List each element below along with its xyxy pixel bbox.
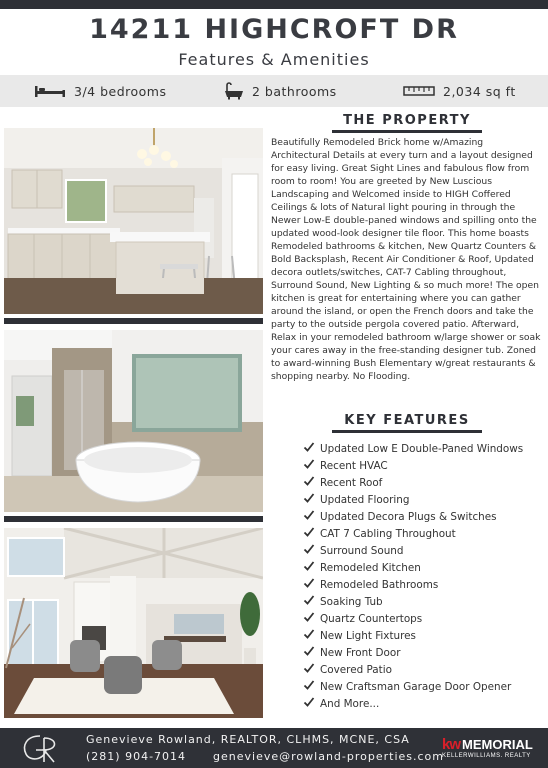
checkmark-icon (303, 492, 317, 507)
kitchen-photo (4, 128, 263, 314)
bathrooms-label: 2 bathrooms (252, 83, 337, 99)
checkmark-icon (303, 662, 317, 677)
feature-item (303, 610, 543, 627)
feature-label: New Craftsman Garage Door Opener (320, 680, 512, 693)
bathtub-icon (224, 82, 244, 100)
feature-label: Quartz Countertops (320, 612, 423, 625)
address-title: 14211 HIGHCROFT DR (89, 14, 459, 45)
feature-label: Recent HVAC (320, 459, 388, 472)
bedrooms-label: 3/4 bedrooms (74, 83, 167, 99)
feature-label: Remodeled Bathrooms (320, 578, 439, 591)
checkmark-icon (303, 526, 317, 541)
agent-contact (86, 750, 444, 763)
feature-item (303, 440, 543, 457)
checkmark-icon (303, 441, 317, 456)
feature-label: Updated Low E Double-Paned Windows (320, 442, 524, 455)
key-features-heading: KEY FEATURES (344, 413, 470, 428)
feature-item (303, 678, 543, 695)
feature-item (303, 576, 543, 593)
feature-item (303, 457, 543, 474)
feature-item (303, 661, 543, 678)
feature-item (303, 695, 543, 712)
feature-label: New Light Fixtures (320, 629, 416, 642)
feature-item (303, 559, 543, 576)
page-subtitle: Features & Amenities (178, 50, 370, 69)
living-room-photo (4, 528, 263, 718)
feature-item (303, 491, 543, 508)
bathroom-photo (4, 330, 263, 512)
brokerage-logo (442, 736, 533, 753)
feature-label: And More... (320, 697, 380, 710)
key-features-list (303, 440, 543, 712)
checkmark-icon (303, 458, 317, 473)
bed-icon (34, 84, 66, 98)
feature-label: Surround Sound (320, 544, 404, 557)
feature-item (303, 593, 543, 610)
stat-bedrooms (34, 75, 167, 107)
stat-sqft (403, 75, 516, 107)
agent-name: Genevieve Rowland, REALTOR, CLHMS, MCNE, CSA (86, 733, 410, 746)
ruler-icon (403, 85, 435, 97)
photo-divider (4, 516, 263, 522)
key-features-heading-rule (332, 430, 482, 433)
feature-label: Updated Decora Plugs & Switches (320, 510, 497, 523)
property-heading: THE PROPERTY (343, 113, 471, 128)
feature-item (303, 627, 543, 644)
feature-item (303, 542, 543, 559)
top-strip (0, 0, 548, 9)
checkmark-icon (303, 611, 317, 626)
brokerage-subtitle: KELLERWILLIAMS. REALTY (442, 753, 531, 759)
agent-monogram-logo (18, 732, 62, 764)
checkmark-icon (303, 509, 317, 524)
checkmark-icon (303, 577, 317, 592)
feature-label: Updated Flooring (320, 493, 410, 506)
footer-bar (0, 728, 548, 768)
stat-bathrooms (224, 75, 337, 107)
feature-label: Remodeled Kitchen (320, 561, 421, 574)
feature-label: Recent Roof (320, 476, 383, 489)
property-description: Beautifully Remodeled Brick home w/Amazing Architectural Details at every turn and a layout designed for easy living. Great Sight Lines and fabulous flow from room to room! You are greeted by New Luscious Landscaping and Welcomed inside to HIGH Coffered Ceilings & lots of Natural light pouring in through the Newer Low-E double-paned windows and spilling onto the updated wood-look designer tile floor. This home boasts Remodeled bathrooms & kitchen, New Quartz Counters & Bold Backsplash, Recent Air Conditioner & Roof, Updated decora outlets/switches, CAT-7 Cabling throughout, Surround Sound, New Lighting & so much more! The open kitchen is great for entertaining where you can gather around the island, or open the French doors and take the party to the outside pergola covered patio. Afterward, Relax in your remodeled bathroom w/large shower or soak your cares away in the free-standing designer tub. Zoned to award-winning Bush Elementary w/great restaurants & shopping nearby. No Flooding. (271, 137, 541, 382)
sqft-label: 2,034 sq ft (443, 83, 516, 99)
feature-label: New Front Door (320, 646, 401, 659)
checkmark-icon (303, 628, 317, 643)
property-heading-rule (332, 130, 482, 133)
brokerage-name: MEMORIAL (462, 737, 533, 752)
checkmark-icon (303, 475, 317, 490)
feature-item (303, 644, 543, 661)
stats-band (0, 75, 548, 107)
checkmark-icon (303, 679, 317, 694)
feature-label: Soaking Tub (320, 595, 383, 608)
feature-item (303, 508, 543, 525)
agent-email[interactable]: genevieve@rowland-properties.com (213, 750, 444, 763)
feature-item (303, 525, 543, 542)
checkmark-icon (303, 645, 317, 660)
kw-mark: kw (442, 736, 461, 753)
feature-label: CAT 7 Cabling Throughout (320, 527, 456, 540)
agent-phone[interactable]: (281) 904-7014 (86, 750, 187, 763)
feature-label: Covered Patio (320, 663, 392, 676)
checkmark-icon (303, 543, 317, 558)
checkmark-icon (303, 560, 317, 575)
checkmark-icon (303, 696, 317, 711)
feature-item (303, 474, 543, 491)
checkmark-icon (303, 594, 317, 609)
photo-divider (4, 318, 263, 324)
